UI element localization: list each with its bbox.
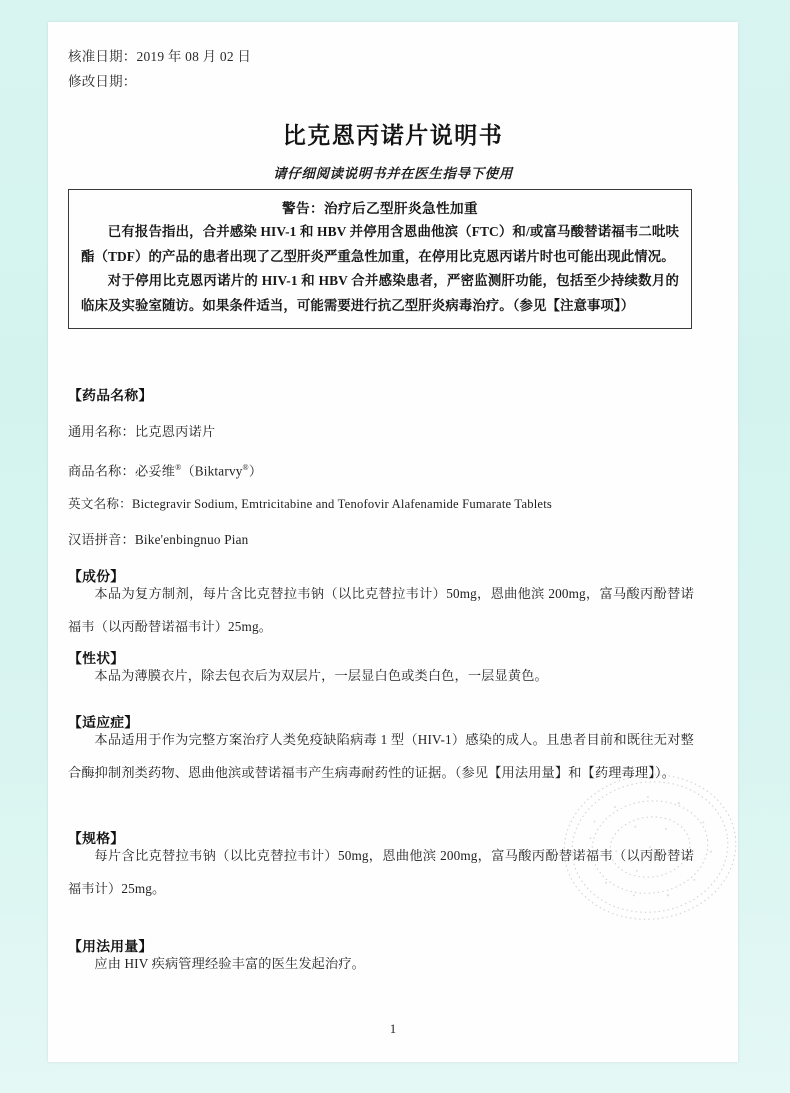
section-heading-composition: 【成份】 [68, 569, 125, 584]
drug-pinyin: 汉语拼音：Bike'enbingnuo Pian [68, 532, 249, 547]
page-title: 比克恩丙诺片说明书 [282, 123, 504, 148]
page-number: 1 [389, 1022, 397, 1036]
section-heading-specification: 【规格】 [68, 831, 125, 846]
section-heading-dosage: 【用法用量】 [68, 939, 153, 954]
section-heading-description: 【性状】 [68, 651, 125, 666]
section-text-description: 本品为薄膜衣片，除去包衣后为双层片，一层显白色或类白色，一层显黄色。 [94, 668, 548, 683]
drug-trade-name-label: 商品名称： [68, 463, 135, 479]
section-text-dosage: 应由 HIV 疾病管理经验丰富的医生发起治疗。 [94, 956, 366, 971]
warning-paragraph-2: 对于停用比克恩丙诺片的 HIV-1 和 HBV 合并感染患者，严密监测肝功能，包括至少持续数月的临床及实验室随访。如果条件适当，可能需要进行抗乙型肝炎病毒治疗。（参见【注意事项】） [81, 273, 679, 313]
revision-date: 修改日期： [68, 74, 137, 89]
drug-trade-name-cn: 必妥维 [134, 463, 176, 479]
section-text-composition: 本品为复方制剂，每片含比克替拉韦钠（以比克替拉韦计）50mg，恩曲他滨 200mg，富马酸丙酚替诺福韦（以丙酚替诺福韦计）25mg。 [68, 586, 694, 634]
section-text-specification: 每片含比克替拉韦钠（以比克替拉韦计）50mg，恩曲他滨 200mg，富马酸丙酚替诺福韦（以丙酚替诺福韦计）25mg。 [68, 848, 694, 896]
approval-date: 核准日期：2019 年 08 月 02 日 [68, 49, 252, 64]
section-text-indications: 本品适用于作为完整方案治疗人类免疫缺陷病毒 1 型（HIV-1）感染的成人。且患者目前和既往无对整合酶抑制剂类药物、恩曲他滨或替诺福韦产生病毒耐药性的证据。（参见【用法用量】和【药理毒理】）。 [68, 732, 694, 780]
warning-paragraph-1: 已有报告指出，合并感染 HIV-1 和 HBV 并停用含恩曲他滨（FTC）和/或富马酸替诺福韦二吡呋酯（TDF）的产品的患者出现了乙型肝炎严重急性加重，在停用比克恩丙诺片时也可能出现此情况。 [81, 224, 679, 264]
drug-trade-name-en-tail: ） [248, 463, 263, 479]
warning-heading: 警告：治疗后乙型肝炎急性加重 [282, 201, 478, 216]
page-content [48, 22, 738, 1062]
page-subtitle: 请仔细阅读说明书并在医生指导下使用 [273, 166, 513, 181]
registered-mark-icon-2: ® [242, 463, 249, 472]
drug-generic-name: 通用名称：比克恩丙诺片 [68, 424, 216, 439]
registered-mark-icon: ® [175, 463, 182, 472]
warning-box [68, 189, 692, 329]
drug-trade-name [68, 456, 694, 483]
document-page [48, 22, 738, 1062]
document-dates [68, 44, 628, 94]
drug-trade-name-en: （Biktarvy [181, 463, 243, 479]
section-heading-drug-name: 【药品名称】 [68, 388, 153, 403]
drug-english-name: 英文名称：Bictegravir Sodium, Emtricitabine and Tenofovir Alafenamide Fumarate Tablets [68, 497, 553, 511]
section-heading-indications: 【适应症】 [68, 715, 139, 730]
